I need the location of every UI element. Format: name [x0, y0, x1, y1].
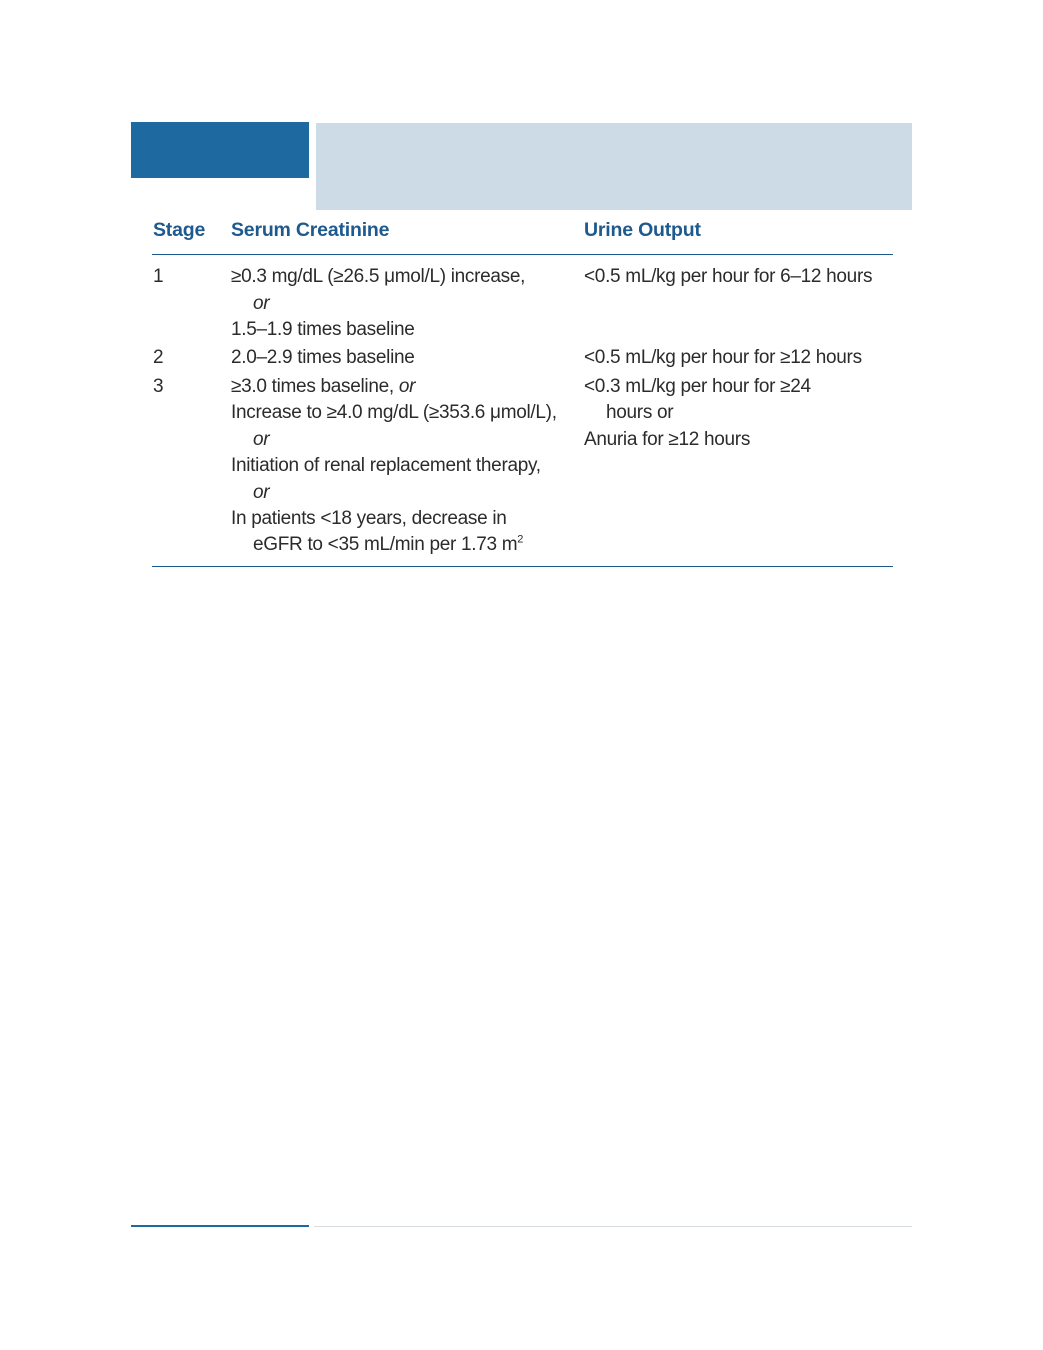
header-urine-output: Urine Output	[584, 219, 701, 241]
serum-criteria-line	[231, 534, 523, 556]
serum-criteria-text: eGFR to <35 mL/min per 1.73 m	[253, 534, 518, 555]
serum-criteria-or: or	[253, 293, 270, 314]
serum-criteria-line	[231, 376, 415, 398]
stage-number: 2	[153, 347, 164, 368]
serum-criteria-line: 2.0–2.9 times baseline	[231, 347, 415, 368]
urine-criteria-line: <0.5 mL/kg per hour for ≥12 hours	[584, 347, 862, 368]
table-bottom-rule	[152, 566, 893, 567]
header-accent-block	[131, 122, 309, 178]
footer-divider	[314, 1226, 912, 1227]
serum-criteria-line: Initiation of renal replacement therapy,	[231, 455, 541, 476]
serum-criteria-or: or	[253, 429, 270, 450]
header-serum-creatinine: Serum Creatinine	[231, 219, 390, 241]
serum-criteria-line: In patients <18 years, decrease in	[231, 508, 507, 529]
serum-criteria-line: Increase to ≥4.0 mg/dL (≥353.6 μmol/L),	[231, 402, 557, 423]
serum-criteria-or: or	[398, 376, 416, 397]
serum-criteria-line: ≥0.3 mg/dL (≥26.5 μmol/L) increase,	[231, 266, 526, 287]
header-title-band	[316, 123, 912, 210]
staging-table	[152, 210, 893, 555]
superscript-squared: 2	[517, 533, 524, 546]
stage-number: 3	[153, 376, 164, 397]
header-stage: Stage	[153, 219, 206, 241]
urine-criteria-line: hours or	[606, 402, 674, 423]
table-header-row	[152, 210, 893, 255]
urine-criteria-line: Anuria for ≥12 hours	[584, 429, 751, 450]
footer-accent-rule	[131, 1225, 309, 1227]
urine-criteria-line: <0.3 mL/kg per hour for ≥24	[584, 376, 811, 397]
stage-number: 1	[153, 266, 164, 287]
serum-criteria-or: or	[253, 482, 270, 503]
serum-criteria-text: ≥3.0 times baseline,	[231, 376, 394, 397]
serum-criteria-line: 1.5–1.9 times baseline	[231, 319, 415, 340]
urine-criteria-line: <0.5 mL/kg per hour for 6–12 hours	[584, 266, 873, 287]
